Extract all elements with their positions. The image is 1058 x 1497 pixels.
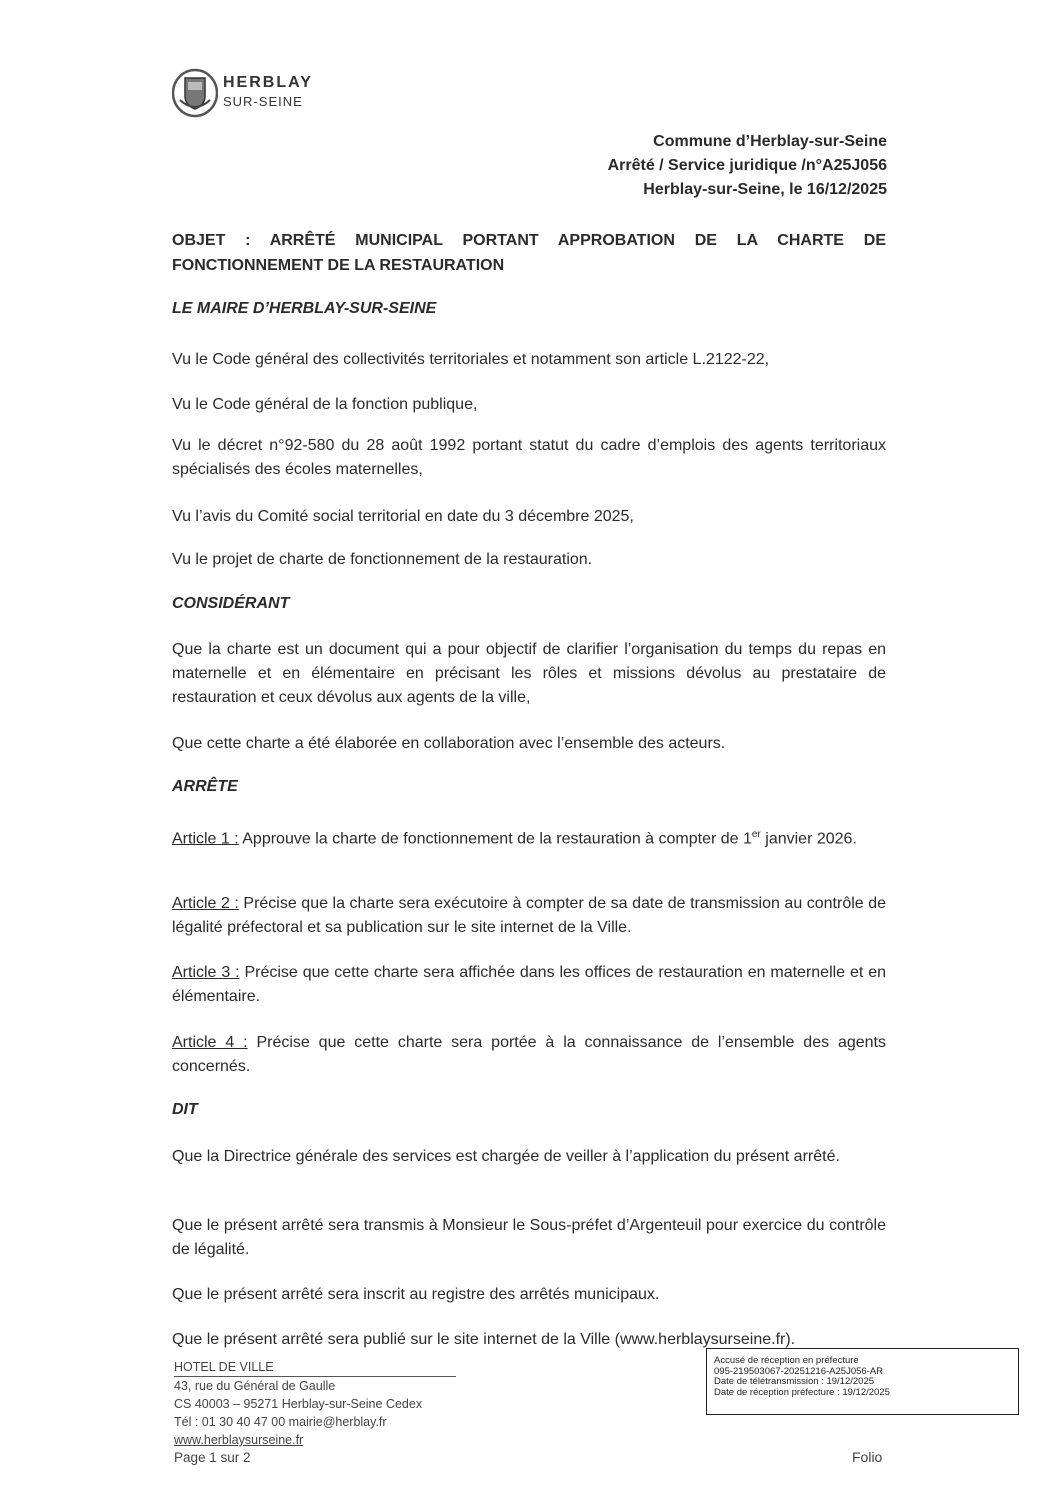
vu-5: Vu le projet de charte de fonctionnement de la restauration. [172, 551, 593, 568]
logo-line2: SUR-SEINE [223, 94, 303, 109]
dit-1: Que la Directrice générale des services est chargée de veiller à l’application du présent arrêté. [172, 1148, 840, 1165]
folio-label: Folio [852, 1449, 883, 1465]
footer-title: HOTEL DE VILLE [174, 1358, 456, 1377]
place-date: Herblay-sur-Seine, le 16/12/2025 [643, 181, 887, 198]
vu-2: Vu le Code général de la fonction publique, [172, 396, 478, 413]
prefecture-receipt-stamp [706, 1348, 1019, 1415]
stamp-line1: Accusé de réception en préfecture [714, 1355, 859, 1366]
article-2-label: Article 2 : [172, 895, 239, 912]
stamp-line3: Date de télétransmission : 19/12/2025 [714, 1376, 875, 1387]
herblay-logo [172, 68, 332, 120]
commune-name: Commune d’Herblay-sur-Seine [653, 133, 887, 150]
page-number: Page 1 sur 2 [174, 1450, 251, 1465]
article-3-label: Article 3 : [172, 964, 240, 981]
reference-number: Arrêté / Service juridique /n°A25J056 [607, 157, 887, 174]
logo-line1: HERBLAY [223, 74, 313, 91]
dit-heading: DIT [172, 1101, 198, 1118]
vu-1: Vu le Code général des collectivités territoriales et notamment son article L.2122-22, [172, 351, 770, 368]
stamp-line4: Date de réception préfecture : 19/12/2025 [714, 1386, 890, 1398]
footer-street: 43, rue du Général de Gaulle [174, 1379, 336, 1393]
footer-website-link[interactable]: www.herblaysurseine.fr [174, 1433, 304, 1447]
article-1-label: Article 1 : [172, 830, 239, 848]
dit-2: Que le présent arrêté sera transmis à Monsieur le Sous-préfet d’Argenteuil pour exercice du contrôle de légalité. [172, 1217, 886, 1258]
article-4: Article 4 : Précise que cette charte sera portée à la connaissance de l’ensemble des agents concernés. [172, 1034, 887, 1075]
objet-line2: FONCTIONNEMENT DE LA RESTAURATION [172, 257, 505, 274]
vu-4: Vu l’avis du Comité social territorial en date du 3 décembre 2025, [172, 508, 634, 525]
document-header [608, 130, 887, 202]
considerant-1: Que la charte est un document qui a pour objectif de clarifier l’organisation du temps du repas en maternelle et en élémentaire en précisant les rôles et missions dévolus au prestataire de restauration et ceux dévolus aux agents de la ville, [172, 641, 886, 706]
considerant-2: Que cette charte a été élaborée en collaboration avec l’ensemble des acteurs. [172, 735, 726, 752]
footer-address [174, 1358, 456, 1449]
footer-cs: CS 40003 – 95271 Herblay-sur-Seine Cedex [174, 1397, 423, 1411]
vu-3: Vu le décret n°92-580 du 28 août 1992 portant statut du cadre d’emplois des agents territoriaux spécialisés des écoles maternelles, [172, 437, 886, 478]
article-1: Article 1 : Approuve la charte de fonctionnement de la restauration à compter de 1er janvier 2026. [172, 829, 857, 848]
article-3: Article 3 : Précise que cette charte sera affichée dans les offices de restauration en maternelle et en élémentaire. [172, 964, 886, 1005]
stamp-line2: 095-219503067-20251216-A25J056-AR [714, 1365, 884, 1377]
objet-line1: OBJET : ARRÊTÉ MUNICIPAL PORTANT APPROBATION DE LA CHARTE DE [172, 232, 886, 249]
arrete-heading: ARRÊTE [172, 778, 238, 795]
dit-4: Que le présent arrêté sera publié sur le site internet de la Ville (www.herblaysurseine.fr). [172, 1331, 796, 1348]
article-4-label: Article 4 : [172, 1034, 248, 1051]
dit-3: Que le présent arrêté sera inscrit au registre des arrêtés municipaux. [172, 1286, 660, 1303]
objet-title [172, 228, 886, 278]
footer-contact: Tél : 01 30 40 47 00 mairie@herblay.fr [174, 1415, 387, 1429]
coat-of-arms-icon [172, 68, 218, 118]
maire-heading: LE MAIRE D’HERBLAY-SUR-SEINE [172, 300, 437, 317]
article-2: Article 2 : Précise que la charte sera exécutoire à compter de sa date de transmission au contrôle de légalité préfectoral et sa publication sur le site internet de la Ville. [172, 895, 887, 936]
considerant-heading: CONSIDÉRANT [172, 595, 290, 612]
